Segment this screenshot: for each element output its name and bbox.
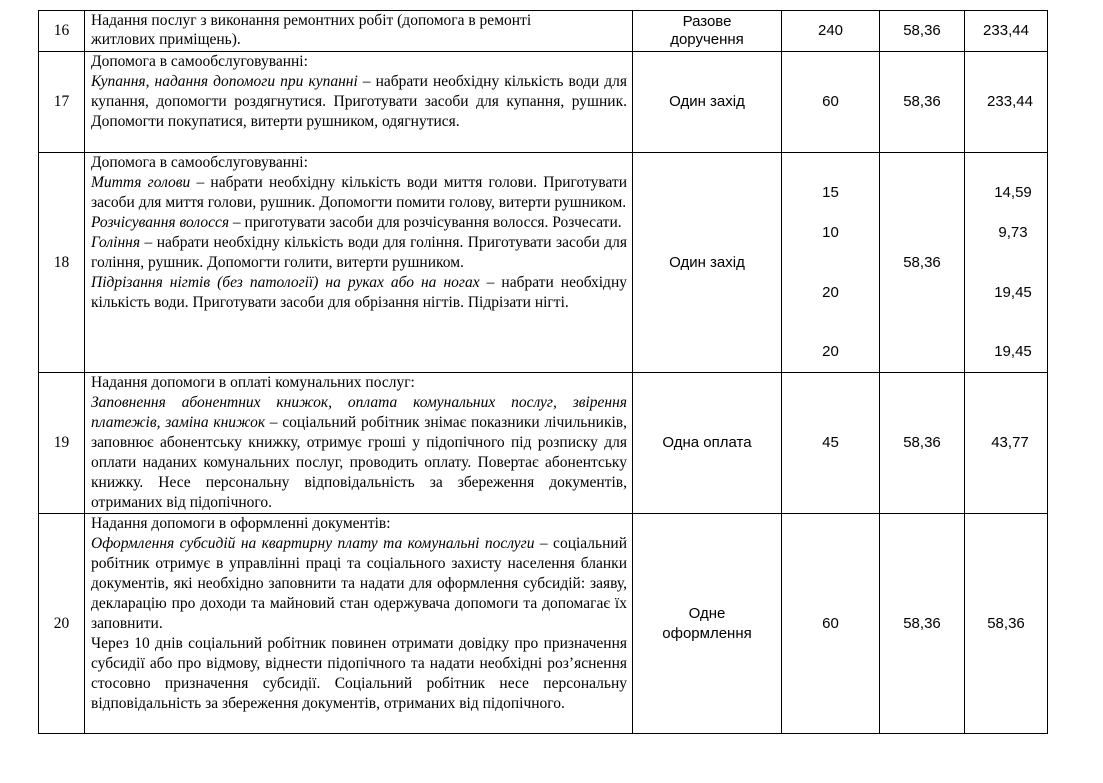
service-description: Надання допомоги в оформленні документів: Оформлення субсидій на квартирну плату та комунальні послуги – соціальний робітник отримує в управлінні праці та соціального захисту населення бланки документів, які необхідно заповнити та надати для оформлення субсидій: заяву, декларацію про доходи та майновий стан одержувача допомоги та допомагає їх заповнити. Через 10 днів соціальний робітник повинен отримати довідку про призначення субсидії або про відмову, віднести підопічного та надати необхідні роз’яснення стосовно призначення субсидії. Соціальний робітник несе персональну відповідальність за збереження документів, отриманих від підопічного. [85, 514, 633, 734]
service-unit: Разове доручення [633, 11, 782, 52]
services-table [38, 10, 1048, 734]
cost-value: 233,44 [965, 11, 1048, 52]
service-description: Допомога в самообслуговуванні: Купання, надання допомоги при купанні – набрати необхідну кількість води для купання, допомогти роздягнутися. Приготувати засоби для купання, рушник. Допомогти покупатися, витерти рушником, одягнутися. [85, 52, 633, 153]
sub-item: Розчісування волосся – приготувати засоби для розчісування волосся. Розчесати. [91, 214, 622, 231]
row-number: 20 [39, 514, 85, 734]
rate-value: 58,36 [880, 52, 965, 153]
sub-item: Підрізання нігтів (без патології) на руках або на ногах – набрати необхідну кількість води. Приготувати засоби для обрізання нігтів. Підрізати нігті. [91, 274, 627, 311]
time-minutes: 240 [782, 11, 880, 52]
service-unit: Один захід [633, 52, 782, 153]
cost-value: 43,77 [965, 373, 1048, 514]
sub-item: Миття голови – набрати необхідну кількість води миття голови. Приготувати засоби для миття голови, рушник. Допомогти помити голову, витерти рушником. [91, 174, 628, 211]
table-row [39, 153, 1048, 373]
table-row [39, 52, 1048, 153]
rate-value: 58,36 [880, 514, 965, 734]
service-unit: Один захід [633, 153, 782, 373]
cost-value: 233,44 [965, 52, 1048, 153]
table-row [39, 11, 1048, 52]
table-row [39, 373, 1048, 514]
rate-value: 58,36 [880, 11, 965, 52]
row-number: 17 [39, 52, 85, 153]
service-description: Надання послуг з виконання ремонтних робіт (допомога в ремонті житлових приміщень). [85, 11, 633, 52]
rate-value: 58,36 [880, 373, 965, 514]
service-description: Надання допомоги в оплаті комунальних послуг: Заповнення абонентних книжок, оплата комунальних послуг, звірення платежів, заміна книжок – соціальний робітник знімає показники лічильників, заповнює абонентську книжку, отримує гроші у підопічного під розписку для оплати наданих комунальних послуг, проводить оплату. Повертає абонентську книжку. Несе персональну відповідальність за збереження документів, отриманих від підопічного. [85, 373, 633, 514]
rate-value: 58,36 [880, 153, 965, 373]
cost-value: 58,36 [965, 514, 1048, 734]
time-minutes: 60 [782, 52, 880, 153]
time-minutes: 45 [782, 373, 880, 514]
time-minutes: 15 10 20 20 [782, 153, 880, 373]
row-number: 19 [39, 373, 85, 514]
cost-value: 14,59 9,73 19,45 19,45 [965, 153, 1048, 373]
table-row [39, 514, 1048, 734]
row-number: 18 [39, 153, 85, 373]
time-minutes: 60 [782, 514, 880, 734]
sub-item: Гоління – набрати необхідну кількість води для гоління. Приготувати засоби для гоління, рушник. Допомогти голити, витерти рушником. [91, 234, 627, 271]
service-unit: Одна оплата [633, 373, 782, 514]
row-number: 16 [39, 11, 85, 52]
service-description: Допомога в самообслуговуванні: Миття голови – набрати необхідну кількість води миття голови. Приготувати засоби для миття голови, рушник. Допомогти помити голову, витерти рушником. Розчісування волосся – приготувати засоби для розчісування волосся. Розчесати. Гоління – набрати необхідну кількість води для гоління. Приготувати засоби для гоління, рушник. Допомогти голити, витерти рушником. Підрізання нігтів (без патології) на руках або на ногах – набрати необхідну кількість води. Приготувати засоби для обрізання нігтів. Підрізати нігті. [85, 153, 633, 373]
service-unit: Одне оформлення [633, 514, 782, 734]
